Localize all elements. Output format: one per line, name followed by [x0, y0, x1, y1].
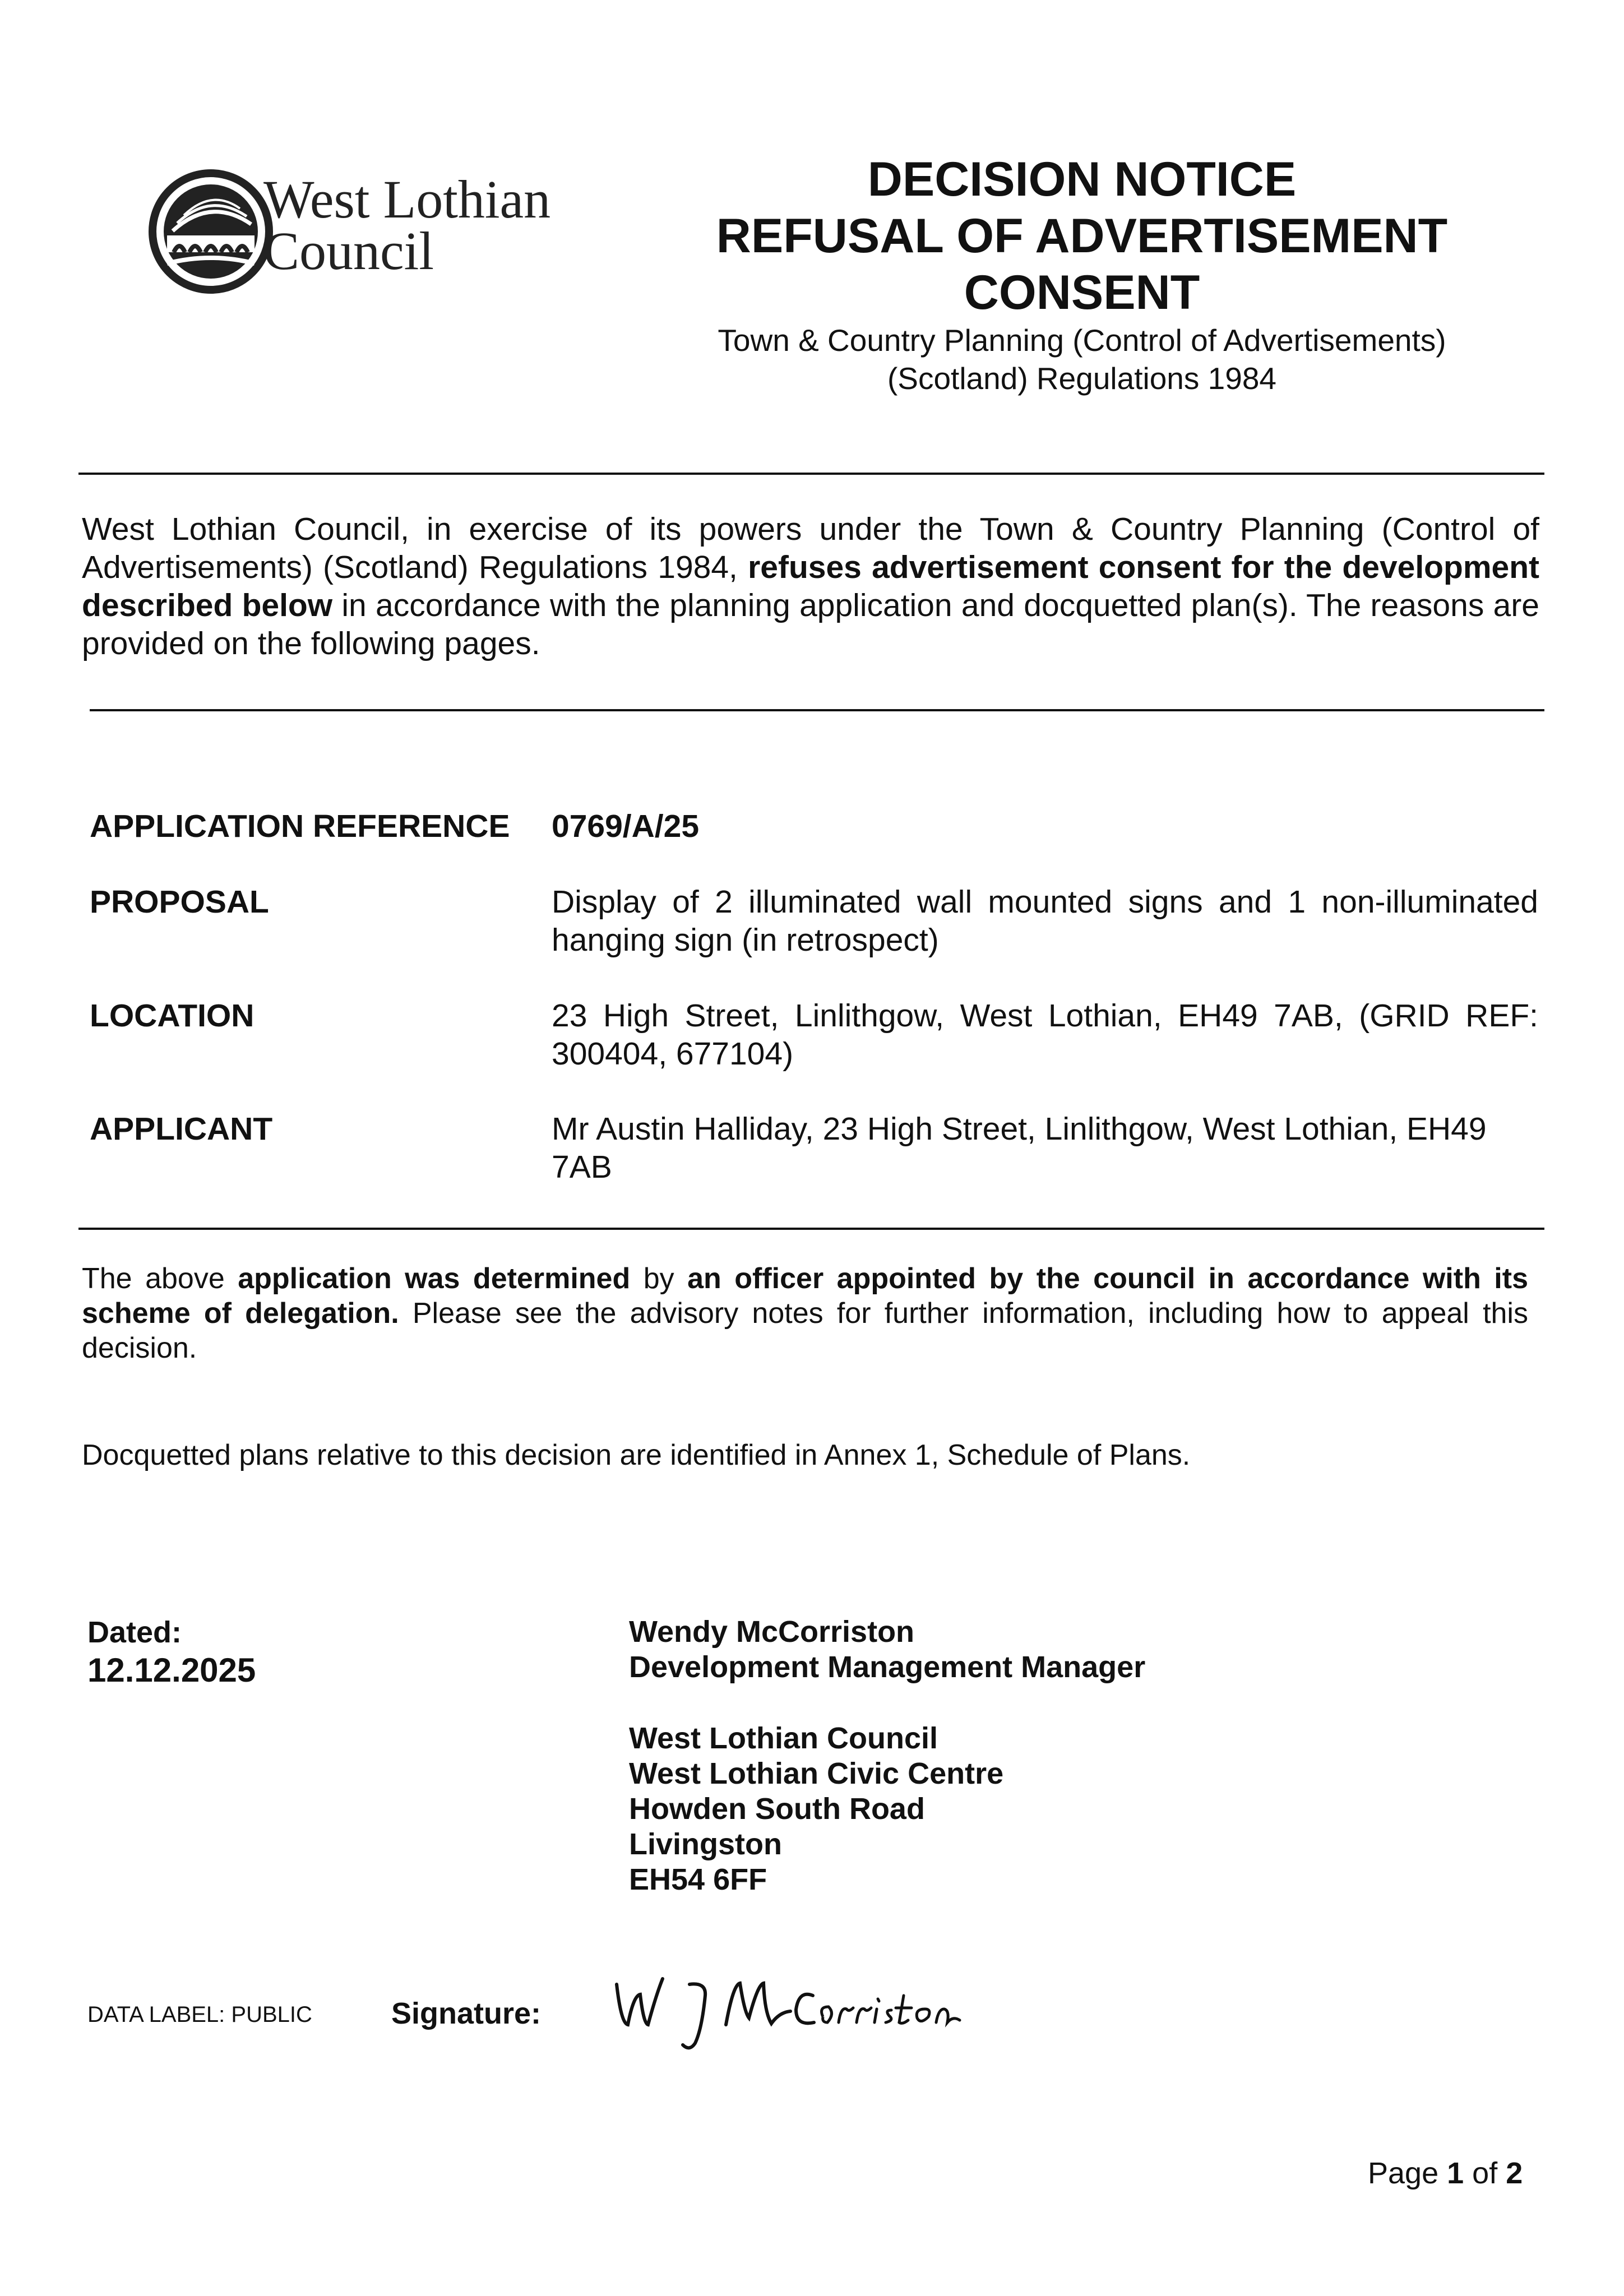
- proposal-label: PROPOSAL: [90, 884, 269, 920]
- logo-wordmark: [263, 169, 551, 281]
- address-line: West Lothian Council: [629, 1721, 938, 1755]
- divider: [78, 1228, 1544, 1230]
- determination-paragraph: [82, 1261, 1528, 1365]
- location-label: LOCATION: [90, 998, 255, 1034]
- address-line: West Lothian Civic Centre: [629, 1757, 1004, 1790]
- determination-emphasis: an officer appointed by the council in accordance with its scheme of delegation.: [82, 1262, 1528, 1330]
- dated-value: 12.12.2025: [87, 1651, 256, 1689]
- intro-text: in accordance with the planning application and docquetted plan(s). The reasons are provided on the following pages.: [82, 587, 1539, 661]
- officer-title: Development Management Manager: [629, 1650, 1146, 1684]
- dated-label: Dated:: [87, 1615, 182, 1649]
- officer-block: [629, 1614, 1145, 1897]
- page-prefix: Page: [1368, 2156, 1447, 2190]
- document-title-block: [645, 151, 1519, 397]
- page-current: 1: [1447, 2156, 1464, 2190]
- address-line: Livingston: [629, 1827, 782, 1861]
- officer-name: Wendy McCorriston: [629, 1615, 915, 1649]
- logo-text-line: West Lothian: [263, 169, 551, 229]
- proposal-value: Display of 2 illuminated wall mounted signs and 1 non-illuminated hanging sign (in retrospect): [552, 884, 1538, 958]
- intro-paragraph: [82, 510, 1539, 663]
- determination-emphasis: application was determined: [238, 1262, 631, 1295]
- reference-label: APPLICATION REFERENCE: [90, 808, 510, 844]
- page-of: of: [1464, 2156, 1506, 2190]
- title-line: REFUSAL OF ADVERTISEMENT: [716, 209, 1448, 263]
- title-line: CONSENT: [964, 266, 1200, 320]
- docquetted-plans-note: Docquetted plans relative to this decision are identified in Annex 1, Schedule of Plans.: [82, 1439, 1191, 1471]
- title-line: DECISION NOTICE: [867, 152, 1297, 206]
- logo-emblem-icon: [152, 173, 269, 290]
- determination-text: The above: [82, 1262, 238, 1295]
- determination-text: by: [630, 1262, 688, 1295]
- address-line: Howden South Road: [629, 1792, 925, 1826]
- applicant-label: APPLICANT: [90, 1111, 273, 1147]
- divider: [78, 473, 1544, 475]
- divider: [90, 709, 1544, 711]
- subtitle-line: Town & Country Planning (Control of Advertisements): [718, 323, 1446, 358]
- determination-text: Please see the advisory notes for further information, including how to appeal this decision.: [82, 1297, 1528, 1364]
- intro-text: West Lothian Council, in exercise of its powers under the Town & Country Planning (Control of Advertisements) (Scotland) Regulations 1984,: [82, 511, 1539, 585]
- page-total: 2: [1506, 2156, 1523, 2190]
- reference-value: 0769/A/25: [552, 808, 700, 844]
- applicant-value: Mr Austin Halliday, 23 High Street, Linlithgow, West Lothian, EH49 7AB: [552, 1111, 1487, 1185]
- subtitle-line: (Scotland) Regulations 1984: [887, 361, 1277, 396]
- intro-emphasis: refuses advertisement consent for the development described below: [82, 549, 1540, 623]
- page-number: [1368, 2155, 1523, 2191]
- logo-text-line: Council: [263, 221, 434, 281]
- signature-label: Signature:: [391, 1997, 542, 2030]
- handwritten-signature: [611, 1962, 1015, 2052]
- location-value: 23 High Street, Linlithgow, West Lothian, EH49 7AB, (GRID REF: 300404, 677104): [552, 998, 1538, 1072]
- data-label: DATA LABEL: PUBLIC: [87, 2002, 312, 2027]
- dated-block: [87, 1614, 256, 1691]
- address-line: EH54 6FF: [629, 1863, 767, 1896]
